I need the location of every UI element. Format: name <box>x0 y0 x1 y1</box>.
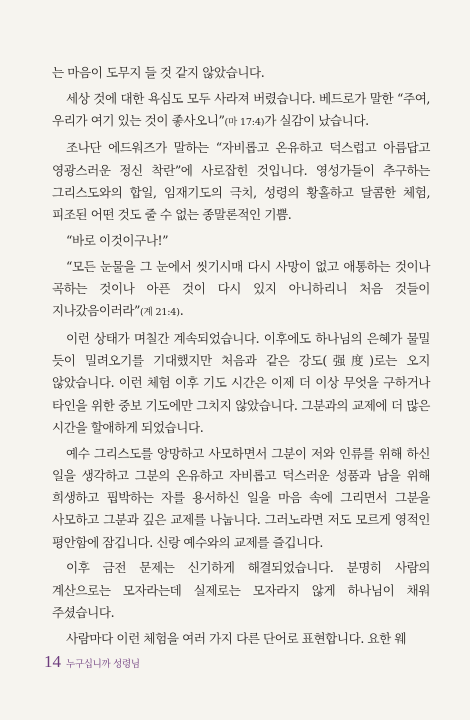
paragraph-text: 는 마음이 도무지 들 것 같지 않았습니다. <box>52 65 265 80</box>
paragraph-1 <box>52 62 430 84</box>
paragraph-3 <box>52 137 430 226</box>
paragraph-text: 사람마다 이런 체험을 여러 가지 다른 단어로 표현합니다. 요한 웨 <box>66 630 407 646</box>
paragraph-text: 조나단 에드워즈가 말하는 “자비롭고 온유하고 덕스럽고 아름답고 영광스러운 정신 착란”에 사로잡힌 것입니다. 영성가들이 추구하는 그리스도와의 합일, 임재기도의 극치, 성령의 황홀하고 달콤한 체험, 피조된 어떤 것도 줄 수 없는 종말론적인 기쁨. <box>52 140 430 223</box>
paragraph-9 <box>52 628 430 650</box>
paragraph-text: 이후 금전 문제는 신기하게 해결되었습니다. 분명히 사람의 계산으로는 모자라는데 실제로는 모자라지 않게 하나님이 채워 주셨습니다. <box>52 560 430 620</box>
paragraph-6 <box>52 328 430 439</box>
scripture-reference: (계 21:4) <box>140 307 180 319</box>
paragraph-7 <box>52 443 430 554</box>
running-title: 누구십니까 성령님 <box>66 659 140 670</box>
paragraph-2 <box>52 88 430 135</box>
paragraph-text: 세상 것에 대한 욕심도 모두 사라져 버렸습니다. 베드로가 말한 “주여, 우리가 여기 있는 것이 좋사오니” <box>52 90 430 128</box>
paragraph-8 <box>52 557 430 624</box>
paragraph-5 <box>52 256 430 325</box>
paragraph-text: “바로 이것이구나!” <box>66 232 169 248</box>
paragraph-text: 예수 그리스도를 앙망하고 사모하면서 그분이 저와 인류를 위해 하신 일을 생각하고 그분의 온유하고 자비롭고 덕스러운 성품과 남을 위해 희생하고 핍박하는 자를 용서하신 일을 마음 속에 그리면서 그분을 사모하고 그분과 깊은 교제를 나눕니다. 그러노라면 저도 모르게 영적인 평안함에 잠깁니다. 신랑 예수와의 교제를 즐깁니다. <box>52 445 430 550</box>
paragraph-4 <box>52 230 430 252</box>
page-footer <box>44 652 140 672</box>
paragraph-text-tail: 가 실감이 났습니다. <box>264 112 369 128</box>
paragraph-text: “모든 눈물을 그 눈에서 씻기시매 다시 사망이 없고 애통하는 것이나 곡하는 것이나 아픈 것이 다시 있지 아니하리니 처음 것들이 지나갔음이러라” <box>52 258 430 319</box>
paragraph-text-tail: . <box>179 303 184 319</box>
body-text <box>52 62 430 653</box>
paragraph-text: 이런 상태가 며칠간 계속되었습니다. 이후에도 하나님의 은혜가 물밀 듯이 밀려오기를 기대했지만 처음과 같은 강도(强度)로는 오지 않았습니다. 이런 체험 이후 기도 시간은 이제 더 이상 무엇을 구하거나 타인을 위한 중보 기도에만 그치지 않았습니다. 그분과의 교제에 더 많은 시간을 할애하게 되었습니다. <box>52 330 430 435</box>
page-number: 14 <box>44 652 61 671</box>
scripture-reference: (마 17:4) <box>224 116 265 128</box>
